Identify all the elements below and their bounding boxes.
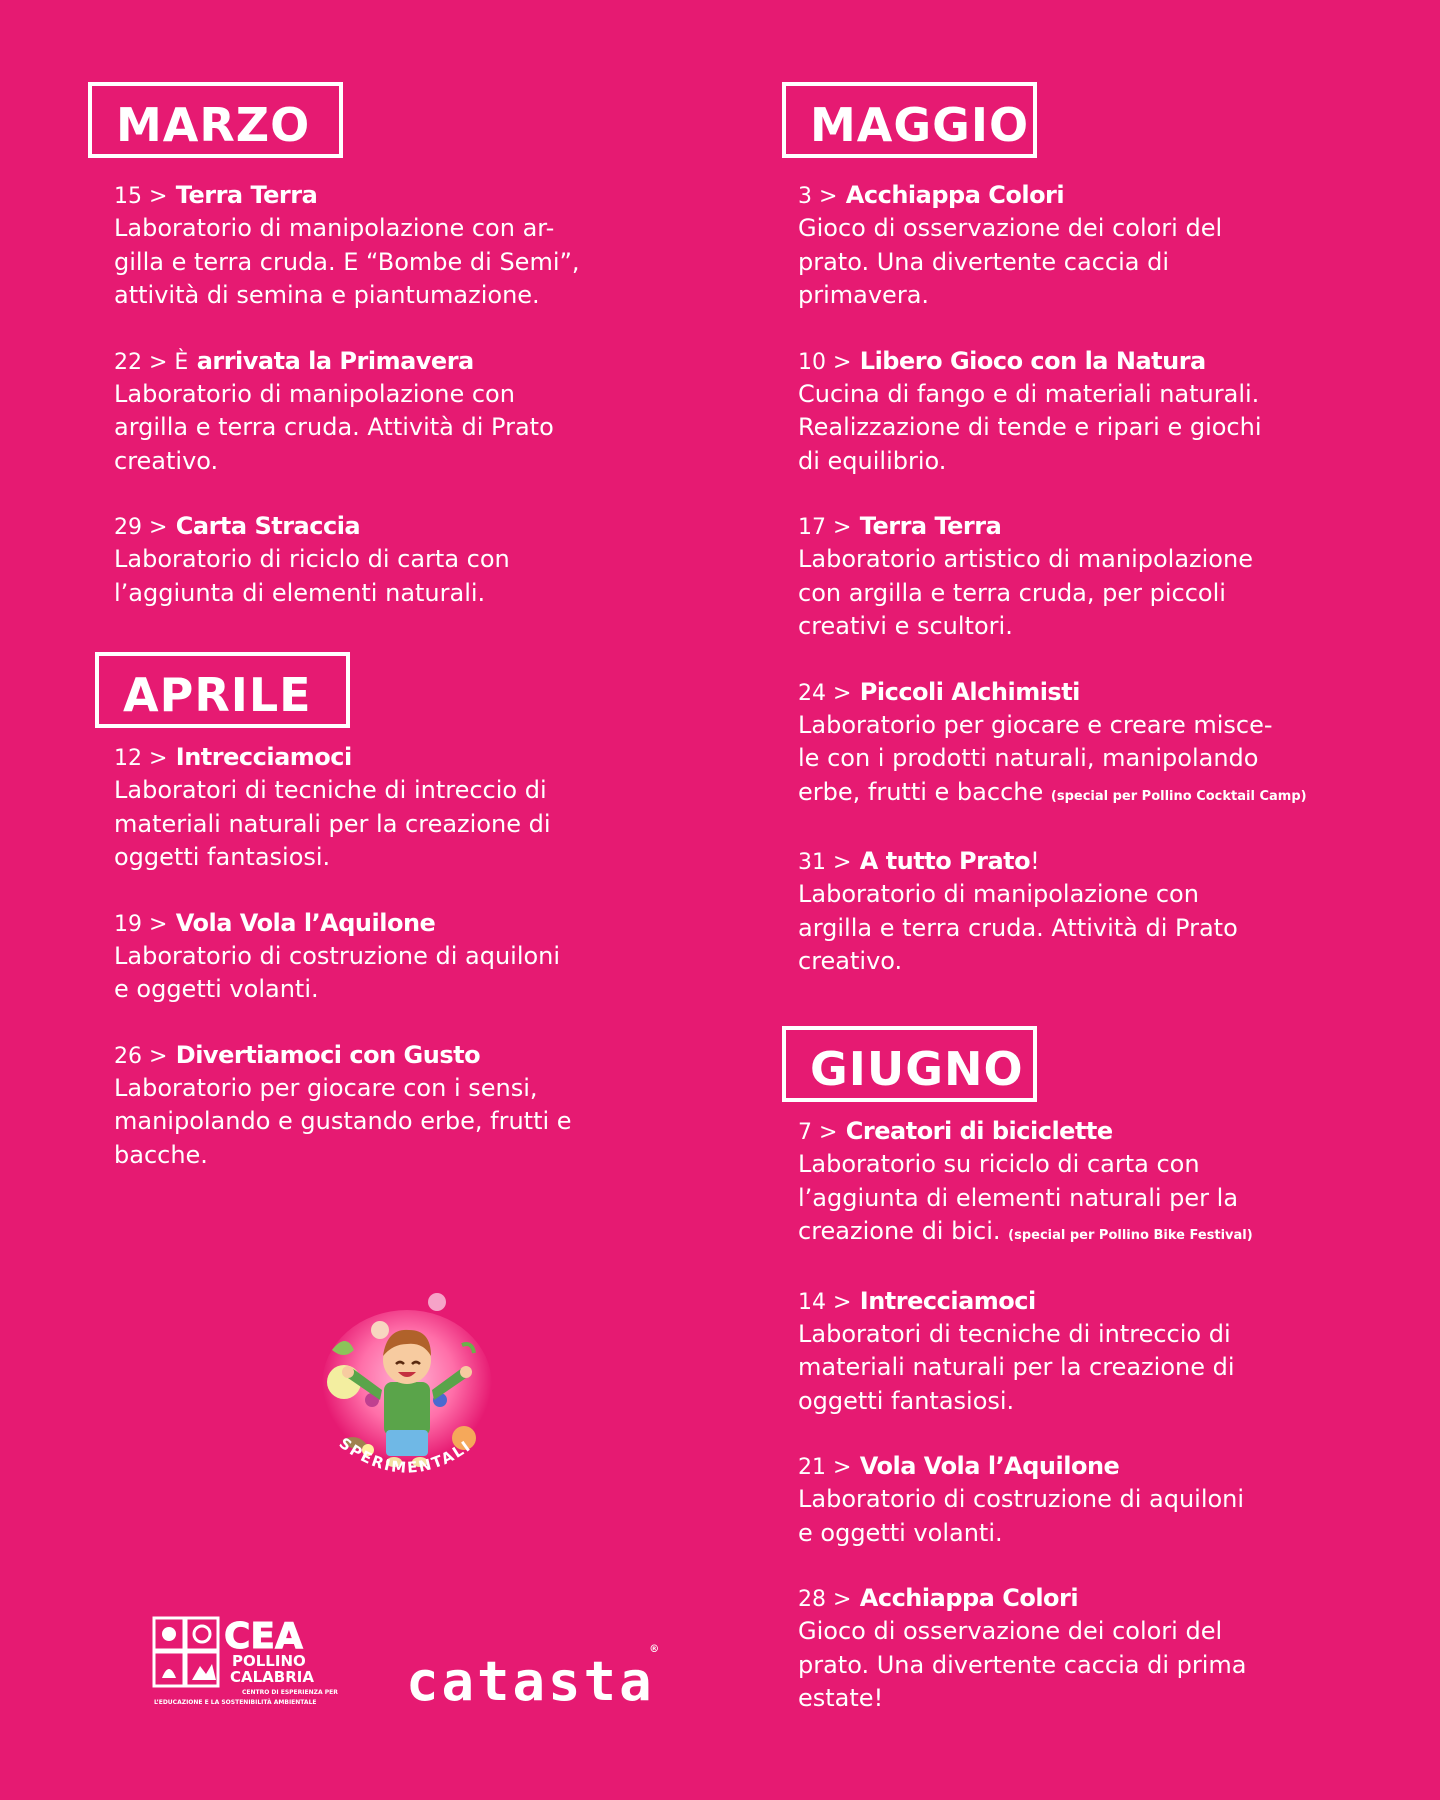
event-day: 17 > [798, 515, 852, 540]
event-description: Laboratorio di manipolazione con argilla e terra cruda. Attività di Prato creativo. [114, 379, 554, 475]
registered-mark: ® [650, 1642, 661, 1656]
event-description: Gioco di osservazione dei colori del prato. Una divertente caccia di primavera. [798, 214, 1223, 309]
event-item [114, 180, 648, 313]
sperimentali-arc-text [312, 1290, 502, 1490]
section-marzo [88, 82, 648, 610]
event-note: (special per Pollino Cocktail Camp) [1050, 788, 1307, 804]
event-day: 31 > [798, 850, 852, 875]
event-description: Laboratori di tecniche di intreccio di materiali naturali per la creazione di oggetti fantasiosi. [114, 776, 551, 871]
event-day: 22 > È [114, 349, 189, 375]
event-note: (special per Pollino Bike Festival) [1008, 1228, 1253, 1243]
event-item [114, 908, 655, 1007]
event-description: Laboratorio di manipolazione con ar- gilla e terra cruda. E “Bombe di Semi”, attività di semina e piantumazione. [114, 214, 580, 309]
section-maggio [782, 82, 1362, 979]
event-item [798, 180, 1362, 313]
section-giugno [782, 1026, 1362, 1716]
cea-logo-icon [150, 1612, 350, 1717]
cea-sub2-text: CALABRIA [230, 1668, 314, 1686]
event-day: 21 > [798, 1455, 852, 1480]
event-title: Creatori di biciclette [845, 1117, 1113, 1145]
sperimentali-logo [312, 1290, 502, 1490]
event-title: Vola Vola l’Aquilone [175, 908, 436, 937]
event-item [798, 1286, 1362, 1419]
event-description: Laboratorio su riciclo di carta con l’aggiunta di elementi naturali per la creazione di bici. [798, 1150, 1239, 1245]
event-day: 24 > [798, 680, 852, 706]
section-aprile [95, 652, 655, 1172]
cea-main-text: CEA [224, 1616, 303, 1657]
event-title: Intrecciamoci [175, 743, 352, 771]
event-item [798, 511, 1362, 644]
event-day: 28 > [798, 1587, 852, 1612]
event-day: 19 > [114, 911, 168, 937]
month-heading-giugno: GIUGNO [782, 1026, 1037, 1102]
event-title: A tutto Prato [859, 847, 1031, 875]
svg-text:SPERIMENTALI [336, 1434, 475, 1477]
event-description: Laboratori di tecniche di intreccio di materiali naturali per la creazione di oggetti fantasiosi. [798, 1319, 1235, 1415]
event-title: Vola Vola l’Aquilone [859, 1452, 1120, 1480]
event-description: Cucina di fango e di materiali naturali. Realizzazione di tende e ripari e giochi di equilibrio. [798, 379, 1262, 475]
event-item [798, 1116, 1362, 1253]
event-description: Gioco di osservazione dei colori del prato. Una divertente caccia di prima estate! [798, 1617, 1247, 1712]
event-item [114, 511, 648, 610]
event-item [798, 846, 1362, 979]
event-description: Laboratorio per giocare con i sensi, manipolando e gustando erbe, frutti e bacche. [114, 1073, 572, 1169]
catasta-text: catasta [406, 1650, 655, 1713]
event-description: Laboratorio artistico di manipolazione con argilla e terra cruda, per piccoli creativi e scultori. [798, 545, 1253, 640]
event-title: Terra Terra [175, 181, 318, 209]
event-description: Laboratorio di costruzione di aquiloni e oggetti volanti. [798, 1485, 1245, 1547]
event-item [114, 742, 655, 875]
month-heading-marzo: MARZO [88, 82, 343, 158]
event-title: Libero Gioco con la Natura [859, 346, 1206, 375]
cea-tagline-2: L’EDUCAZIONE E LA SOSTENIBILITÀ AMBIENTALE [154, 1699, 317, 1706]
event-day: 7 > [798, 1120, 838, 1145]
event-day: 29 > [114, 515, 168, 540]
event-item [798, 346, 1362, 479]
mascot-text: SPERIMENTALI [335, 1433, 475, 1477]
month-heading-aprile: APRILE [95, 652, 350, 728]
cea-tagline-1: CENTRO DI ESPERIENZA PER [242, 1689, 338, 1696]
event-title: Carta Straccia [175, 512, 361, 540]
cea-sub1-text: POLLINO [232, 1652, 306, 1670]
event-title: Acchiappa Colori [845, 181, 1065, 209]
event-title: Divertiamoci con Gusto [175, 1040, 481, 1069]
event-description: Laboratorio di manipolazione con argilla e terra cruda. Attività di Prato creativo. [798, 880, 1238, 975]
event-title: arrivata la Primavera [196, 346, 474, 375]
event-item [798, 1583, 1362, 1716]
event-title: Intrecciamoci [859, 1286, 1036, 1315]
cea-pollino-logo [150, 1612, 350, 1717]
event-description: Laboratorio di costruzione di aquiloni e oggetti volanti. [114, 941, 561, 1003]
event-item [114, 346, 648, 479]
event-title: Piccoli Alchimisti [859, 677, 1080, 706]
catasta-logo [406, 1642, 665, 1713]
event-day: 10 > [798, 349, 852, 375]
event-item [798, 677, 1362, 814]
event-description: Laboratorio per giocare e creare misce- le con i prodotti naturali, manipolando erbe, frutti e bacche [798, 710, 1273, 806]
event-title-suffix: ! [1030, 847, 1040, 875]
event-item [798, 1451, 1362, 1550]
event-title: Acchiappa Colori [859, 1584, 1079, 1612]
event-day: 12 > [114, 746, 168, 771]
month-heading-maggio: MAGGIO [782, 82, 1037, 158]
event-day: 14 > [798, 1289, 852, 1315]
right-column [782, 82, 1362, 1712]
event-description: Laboratorio di riciclo di carta con l’aggiunta di elementi naturali. [114, 545, 510, 607]
event-day: 26 > [114, 1043, 168, 1069]
event-title: Terra Terra [859, 512, 1002, 540]
event-day: 3 > [798, 184, 838, 209]
left-column [88, 82, 648, 1169]
event-day: 15 > [114, 184, 168, 209]
event-item [114, 1040, 655, 1173]
